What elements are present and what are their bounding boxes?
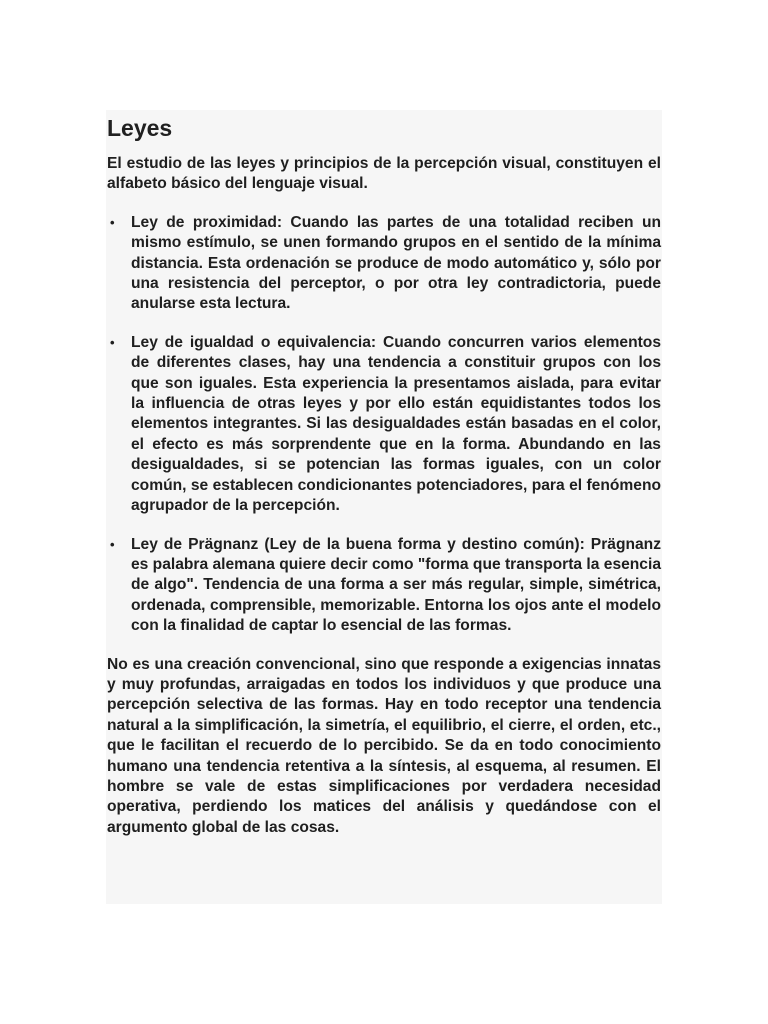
laws-list	[107, 213, 661, 637]
list-item-igualdad	[107, 333, 661, 517]
page-title: Leyes	[107, 115, 173, 141]
intro-paragraph: El estudio de las leyes y principios de la percepción visual, constituyen el alfabeto básico del lenguaje visual.	[107, 155, 661, 193]
list-item-text: Ley de proximidad: Cuando las partes de una totalidad reciben un mismo estímulo, se unen formando grupos en el sentido de la mínima distancia. Esta ordenación se produce de modo automático y, sólo por una resistencia del perceptor, o por otra ley contradictoria, puede anularse esta lectura.	[131, 213, 661, 313]
list-item-proximidad	[107, 213, 661, 315]
bullet-icon: •	[110, 334, 115, 350]
document-content	[107, 113, 661, 838]
list-item-text: Ley de igualdad o equivalencia: Cuando concurren varios elementos de diferentes clases, hay una tendencia a constituir grupos con los que son iguales. Esta experiencia la presentamos aislada, para evitar la influencia de otras leyes y por ello están equidistantes todos los elementos integrantes. Si las desigualdades están basadas en el color, el efecto es más sorprendente que en la forma. Abundando en las desigualdades, si se potencian las formas iguales, con un color común, se establecen condicionantes potenciadores, para el fenómeno agrupador de la percepción.	[131, 333, 661, 515]
list-item-pragnanz	[107, 535, 661, 637]
bullet-icon: •	[110, 214, 115, 230]
list-item-text: Ley de Prägnanz (Ley de la buena forma y destino común): Prägnanz es palabra alemana quiere decir como "forma que transporta la esencia de algo". Tendencia de una forma a ser más regular, simple, simétrica, ordenada, comprensible, memorizable. Entorna los ojos ante el modelo con la finalidad de captar lo esencial de las formas.	[131, 535, 661, 635]
closing-paragraph: No es una creación convencional, sino que responde a exigencias innatas y muy profundas, arraigadas en todos los individuos y que produce una percepción selectiva de las formas. Hay en todo receptor una tendencia natural a la simplificación, la simetría, el equilibrio, el cierre, el orden, etc., que le facilitan el recuerdo de lo percibido. Se da en todo conocimiento humano una tendencia retentiva a la síntesis, al esquema, al resumen. El hombre se vale de estas simplificaciones por verdadera necesidad operativa, perdiendo los matices del análisis y quedándose con el argumento global de las cosas.	[107, 655, 661, 836]
bullet-icon: •	[110, 536, 115, 552]
